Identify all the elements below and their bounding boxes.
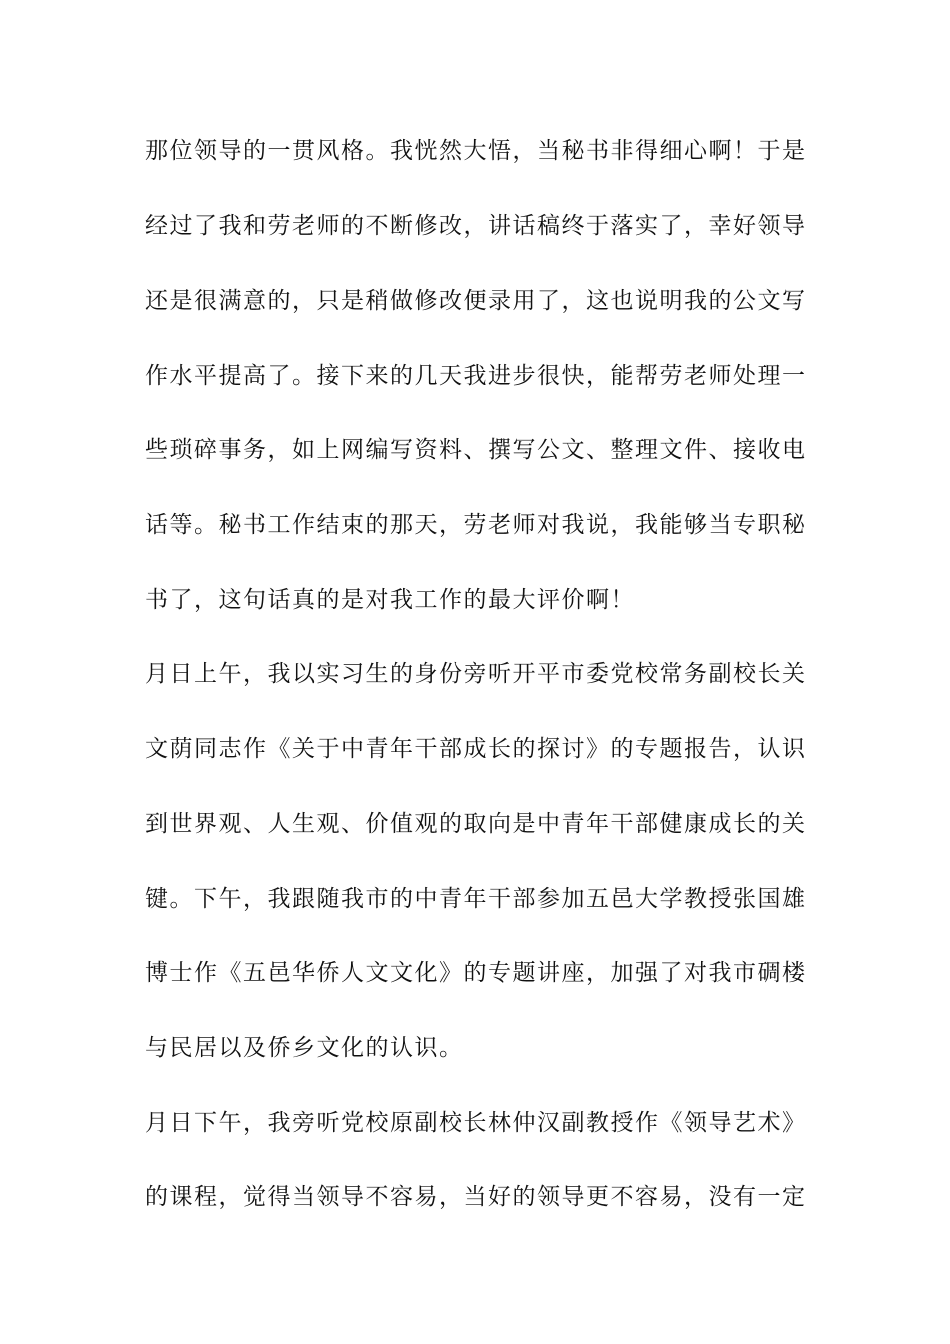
paragraph-2-line-6: 与民居以及侨乡文化的认识。	[145, 1035, 464, 1061]
paragraph-1-line-2: 经过了我和劳老师的不断修改，讲话稿终于落实了，幸好领导	[145, 213, 807, 239]
paragraph-1-line-3: 还是很满意的，只是稍做修改便录用了，这也说明我的公文写	[145, 288, 807, 314]
paragraph-2-line-1: 月日上午，我以实习生的身份旁听开平市委党校常务副校长关	[145, 661, 807, 687]
paragraph-3-line-1: 月日下午，我旁听党校原副校长林仲汉副教授作《领导艺术》	[145, 1110, 807, 1136]
paragraph-2-line-3: 到世界观、人生观、价值观的取向是中青年干部健康成长的关	[145, 811, 807, 837]
paragraph-1-line-1: 那位领导的一贯风格。我恍然大悟，当秘书非得细心啊！于是	[145, 138, 807, 164]
paragraph-1-line-4: 作水平提高了。接下来的几天我进步很快，能帮劳老师处理一	[145, 363, 807, 389]
paragraph-3-line-2: 的课程，觉得当领导不容易，当好的领导更不容易，没有一定	[145, 1184, 807, 1210]
paragraph-2-line-5: 博士作《五邑华侨人文文化》的专题讲座，加强了对我市碉楼	[145, 960, 807, 986]
paragraph-2-line-4: 键。下午，我跟随我市的中青年干部参加五邑大学教授张国雄	[145, 886, 807, 912]
paragraph-1-line-7: 书了，这句话真的是对我工作的最大评价啊！	[145, 587, 635, 613]
paragraph-2-line-2: 文荫同志作《关于中青年干部成长的探讨》的专题报告，认识	[145, 736, 807, 762]
paragraph-1-line-6: 话等。秘书工作结束的那天，劳老师对我说，我能够当专职秘	[145, 512, 807, 538]
paragraph-1-line-5: 些琐碎事务，如上网编写资料、撰写公文、整理文件、接收电	[145, 437, 807, 463]
